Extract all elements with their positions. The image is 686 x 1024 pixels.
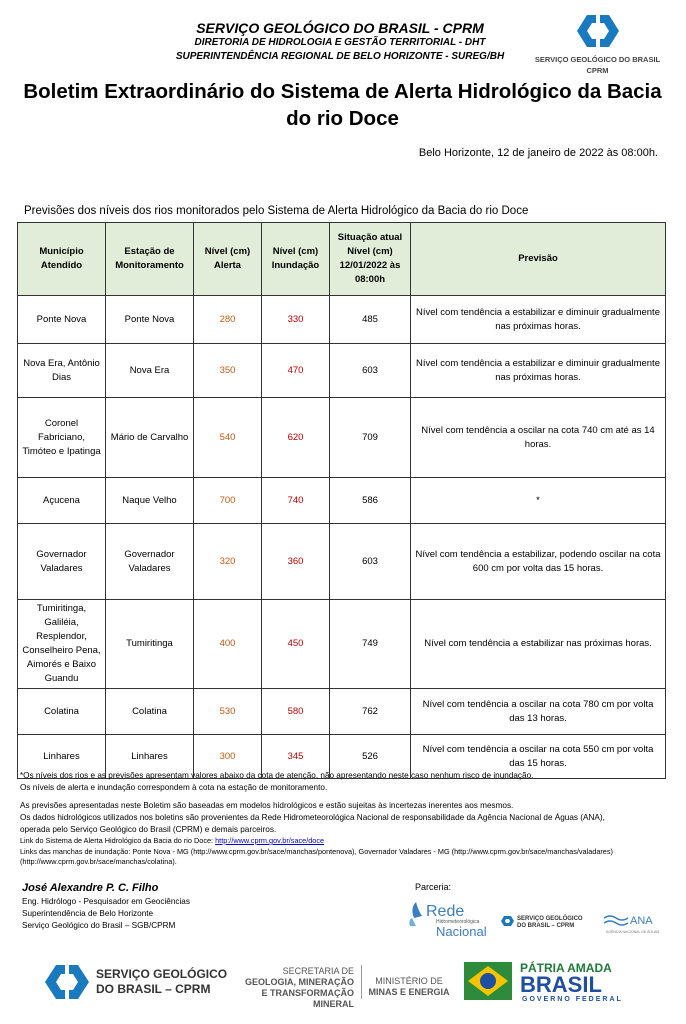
footer-sgb-text: SERVIÇO GEOLÓGICO xyxy=(96,967,228,981)
note-below-attention: *Os níveis dos rios e as previsões apresentam valores abaixo da cota de atenção, não apresentando neste caso nenhum risco de inundação. xyxy=(20,771,534,780)
title-line-2: do rio Doce xyxy=(286,107,399,130)
cell-inundacao: 580 xyxy=(262,689,330,735)
note-levels: Os níveis de alerta e inundação correspondem à cota na estação de monitoramento. xyxy=(20,783,328,792)
dateline: Belo Horizonte, 12 de janeiro de 2022 às 08:00h. xyxy=(418,147,658,159)
cell-estacao: Governador Valadares xyxy=(106,524,194,600)
cell-previsao: Nível com tendência a oscilar na cota 780 cm por volta das 13 horas. xyxy=(411,689,666,735)
signer-unit: Superintendência de Belo Horizonte xyxy=(22,909,154,918)
cell-municipio: Governador Valadares xyxy=(18,524,106,600)
signer-org: Serviço Geológico do Brasil – SGB/CPRM xyxy=(22,921,176,930)
table-row xyxy=(18,689,666,735)
bulletin-title xyxy=(20,78,665,132)
cell-estacao: Mário de Carvalho xyxy=(106,398,194,478)
footer-gov-line1: PÁTRIA AMADA xyxy=(520,961,612,975)
sgb-logo-subtext: CPRM xyxy=(586,66,609,75)
table-row xyxy=(18,524,666,600)
cell-previsao: Nível com tendência a oscilar na cota 550 cm por volta das 15 horas. xyxy=(411,735,666,779)
cell-alerta: 540 xyxy=(194,398,262,478)
footer-sgb-icon xyxy=(44,964,90,1000)
cell-municipio: Nova Era, Antônio Dias xyxy=(18,344,106,398)
system-link-line xyxy=(20,836,670,847)
flood-maps-links[interactable]: Links das manchas de inundação: Ponte Nova - MG (http://www.cprm.gov.br/sace/manchas/pontenova), Governador Valadares - MG (http://www.cprm.gov.br/sace/manchas/valadares) xyxy=(20,846,613,856)
cell-estacao: Linhares xyxy=(106,735,194,779)
cell-previsao: Nível com tendência a estabilizar, podendo oscilar na cota 600 cm por volta das 15 horas. xyxy=(411,524,666,600)
cell-alerta: 280 xyxy=(194,296,262,344)
cell-alerta: 530 xyxy=(194,689,262,735)
cell-inundacao: 470 xyxy=(262,344,330,398)
table-row xyxy=(18,478,666,524)
cell-estacao: Nova Era xyxy=(106,344,194,398)
cell-municipio: Linhares xyxy=(18,735,106,779)
signature-block xyxy=(22,882,190,932)
ana-sub-text: AGÊNCIA NACIONAL DE ÁGUAS xyxy=(606,930,660,934)
footer-divider xyxy=(361,965,362,999)
cell-atual: 586 xyxy=(330,478,411,524)
footer-sgb-subtext: DO BRASIL – CPRM xyxy=(96,982,211,996)
table-row xyxy=(18,398,666,478)
col-alerta: Nível (cm) Alerta xyxy=(194,223,262,296)
footer-gov-line2: BRASIL xyxy=(520,972,602,997)
cell-estacao: Colatina xyxy=(106,689,194,735)
col-situacao: Situação atual Nível (cm) 12/01/2022 às 08:00h xyxy=(330,223,411,296)
col-previsao: Previsão xyxy=(411,223,666,296)
partners-label: Parceria: xyxy=(415,882,452,892)
cell-inundacao: 450 xyxy=(262,600,330,689)
cell-previsao: Nível com tendência a oscilar na cota 740 cm até as 14 horas. xyxy=(411,398,666,478)
document-header xyxy=(150,20,530,64)
cell-municipio: Açucena xyxy=(18,478,106,524)
sgb-partner-subtext: DO BRASIL – CPRM xyxy=(517,923,575,929)
table-row xyxy=(18,296,666,344)
cell-municipio: Colatina xyxy=(18,689,106,735)
sgb-logo-icon xyxy=(573,14,623,48)
col-municipio: Município Atendido xyxy=(18,223,106,296)
signer-name: José Alexandre P. C. Filho xyxy=(22,882,159,894)
header-directorate: DIRETORIA DE HIDROLOGIA E GESTÃO TERRITORIAL - DHT xyxy=(194,37,486,48)
header-org: SERVIÇO GEOLÓGICO DO BRASIL - CPRM xyxy=(196,20,484,36)
cell-atual: 526 xyxy=(330,735,411,779)
footer-min-line2: MINAS E ENERGIA xyxy=(368,987,450,997)
cell-previsao: Nível com tendência a estabilizar e diminuir gradualmente nas próximas horas. xyxy=(411,296,666,344)
signer-role: Eng. Hidrólogo - Pesquisador em Geociências xyxy=(22,897,190,906)
cell-inundacao: 620 xyxy=(262,398,330,478)
cell-inundacao: 330 xyxy=(262,296,330,344)
col-estacao: Estação de Monitoramento xyxy=(106,223,194,296)
cell-inundacao: 345 xyxy=(262,735,330,779)
col-inundacao: Nível (cm) Inundação xyxy=(262,223,330,296)
cell-estacao: Naque Velho xyxy=(106,478,194,524)
partner-logos xyxy=(408,900,670,940)
gov-flag-icon xyxy=(464,962,512,1000)
notes-section xyxy=(20,770,670,868)
footer-ministerio xyxy=(366,976,452,998)
cell-municipio: Tumiritinga, Galiléia, Resplendor, Conselheiro Pena, Aimorés e Baixo Guandu xyxy=(18,600,106,689)
cell-municipio: Ponte Nova xyxy=(18,296,106,344)
cell-alerta: 300 xyxy=(194,735,262,779)
table-caption: Previsões dos níveis dos rios monitorados pelo Sistema de Alerta Hidrológico da Bacia do rio Doce xyxy=(24,205,529,217)
system-link[interactable]: http://www.cprm.gov.br/sace/doce xyxy=(215,836,325,845)
cell-previsao: * xyxy=(411,478,666,524)
cell-inundacao: 360 xyxy=(262,524,330,600)
table-row xyxy=(18,600,666,689)
system-link-label: Link do Sistema de Alerta Hidrológico da Bacia do rio Doce: xyxy=(20,836,214,845)
cell-alerta: 320 xyxy=(194,524,262,600)
cell-atual: 603 xyxy=(330,524,411,600)
cell-previsao: Nível com tendência a estabilizar nas próximas horas. xyxy=(411,600,666,689)
sgb-partner-logo xyxy=(501,914,583,929)
table-row xyxy=(18,344,666,398)
cell-previsao: Nível com tendência a estabilizar e diminuir gradualmente nas próximas horas. xyxy=(411,344,666,398)
cell-alerta: 350 xyxy=(194,344,262,398)
note-data-source: Os dados hidrológicos utilizados nos boletins são provenientes da Rede Hidrometeorológica Nacional de responsabilidade da Agência Nacional de Águas (ANA), xyxy=(20,813,605,822)
footer-min-line1: MINISTÉRIO DE xyxy=(375,976,443,986)
cell-estacao: Tumiritinga xyxy=(106,600,194,689)
rede-nacional-text: Nacional xyxy=(436,924,487,939)
note-models: As previsões apresentadas neste Boletim são baseadas em modelos hidrológicos e estão sujeitas às incertezas inerentes aos mesmos. xyxy=(20,801,514,810)
cell-atual: 485 xyxy=(330,296,411,344)
cell-atual: 749 xyxy=(330,600,411,689)
cell-inundacao: 740 xyxy=(262,478,330,524)
cell-atual: 709 xyxy=(330,398,411,478)
partner-logos-graphic xyxy=(408,900,670,940)
footer-sec-line1: SECRETARIA DE xyxy=(282,966,354,976)
cell-estacao: Ponte Nova xyxy=(106,296,194,344)
cell-alerta: 400 xyxy=(194,600,262,689)
forecast-table xyxy=(17,222,666,779)
footer-gov-line3: GOVERNO FEDERAL xyxy=(522,996,623,1003)
cell-atual: 762 xyxy=(330,689,411,735)
footer-sec-line3: E TRANSFORMAÇÃO MINERAL xyxy=(261,988,354,1009)
cell-municipio: Coronel Fabriciano, Timóteo e Ipatinga xyxy=(18,398,106,478)
rede-sub-text: Hidrometeorológica xyxy=(436,919,480,925)
sgb-logo xyxy=(530,14,665,75)
flood-maps-links-cont[interactable]: (http://www.cprm.gov.br/sace/manchas/colatina). xyxy=(20,857,177,866)
ana-logo xyxy=(604,915,660,934)
sgb-logo-text: SERVIÇO GEOLÓGICO DO BRASIL xyxy=(534,55,661,64)
footer-secretaria xyxy=(236,966,354,1010)
note-operated-by: operada pelo Serviço Geológico do Brasil (CPRM) e demais parceiros. xyxy=(20,825,277,834)
rede-hidro-logo xyxy=(409,902,486,939)
footer-logos xyxy=(0,958,686,1008)
sgb-partner-text: SERVIÇO GEOLÓGICO xyxy=(517,916,583,922)
cell-alerta: 700 xyxy=(194,478,262,524)
header-superintendence: SUPERINTENDÊNCIA REGIONAL DE BELO HORIZONTE - SUREG/BH xyxy=(175,51,505,62)
title-line-1: Boletim Extraordinário do Sistema de Alerta Hidrológico da Bacia xyxy=(23,80,662,103)
rede-text: Rede xyxy=(426,903,465,920)
ana-text: ANA xyxy=(630,915,653,927)
footer-sec-line2: GEOLOGIA, MINERAÇÃO xyxy=(244,977,354,987)
table-header-row xyxy=(18,223,666,296)
cell-atual: 603 xyxy=(330,344,411,398)
